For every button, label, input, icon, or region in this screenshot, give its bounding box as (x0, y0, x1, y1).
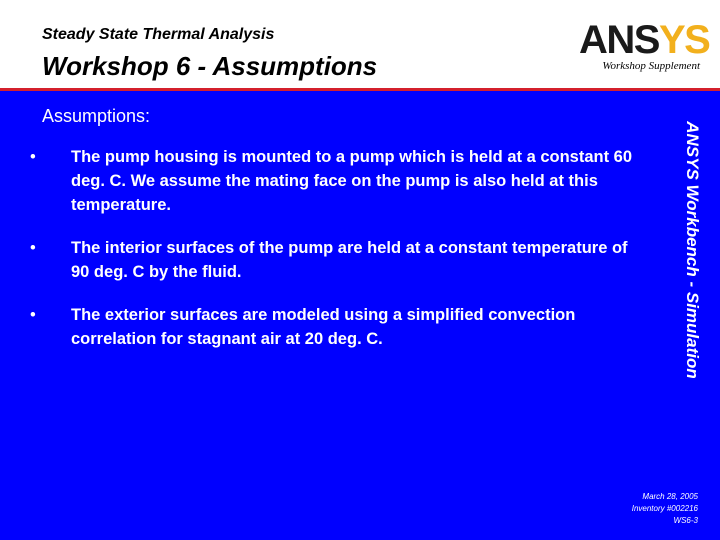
slide-header (0, 0, 720, 88)
logo-part-ys: YS (658, 18, 710, 62)
header-divider (0, 88, 720, 91)
list-item (30, 303, 650, 351)
footer-date: March 28, 2005 (642, 492, 698, 501)
logo-part-ans: ANS (579, 18, 659, 62)
list-item-text: The exterior surfaces are modeled using a simplified convection correlation for stagnant air at 20 deg. C. (71, 306, 576, 348)
list-item (30, 236, 650, 284)
bullet-icon: • (30, 306, 36, 324)
vertical-product-label: ANSYS Workbench - Simulation (683, 121, 702, 379)
footer-slide-id: WS6-3 (673, 516, 698, 525)
footer-inventory: Inventory #002216 (631, 504, 698, 513)
list-item-text: The pump housing is mounted to a pump which is held at a constant 60 deg. C. We assume the mating face on the pump is also held at this temperature. (71, 148, 633, 214)
list-item (30, 145, 650, 217)
assumptions-list (30, 145, 650, 370)
bullet-icon: • (30, 239, 36, 257)
bullet-icon: • (30, 148, 36, 166)
ansys-logo (577, 17, 710, 63)
assumptions-heading: Assumptions: (42, 106, 151, 126)
slide-subtitle: Steady State Thermal Analysis (42, 26, 275, 43)
slide-footer (632, 491, 698, 527)
ansys-logo-text (579, 18, 710, 62)
list-item-text: The interior surfaces of the pump are held at a constant temperature of 90 deg. C by the fluid. (71, 239, 628, 281)
workshop-supplement-label: Workshop Supplement (602, 60, 700, 72)
slide-title: Workshop 6 - Assumptions (42, 51, 378, 81)
